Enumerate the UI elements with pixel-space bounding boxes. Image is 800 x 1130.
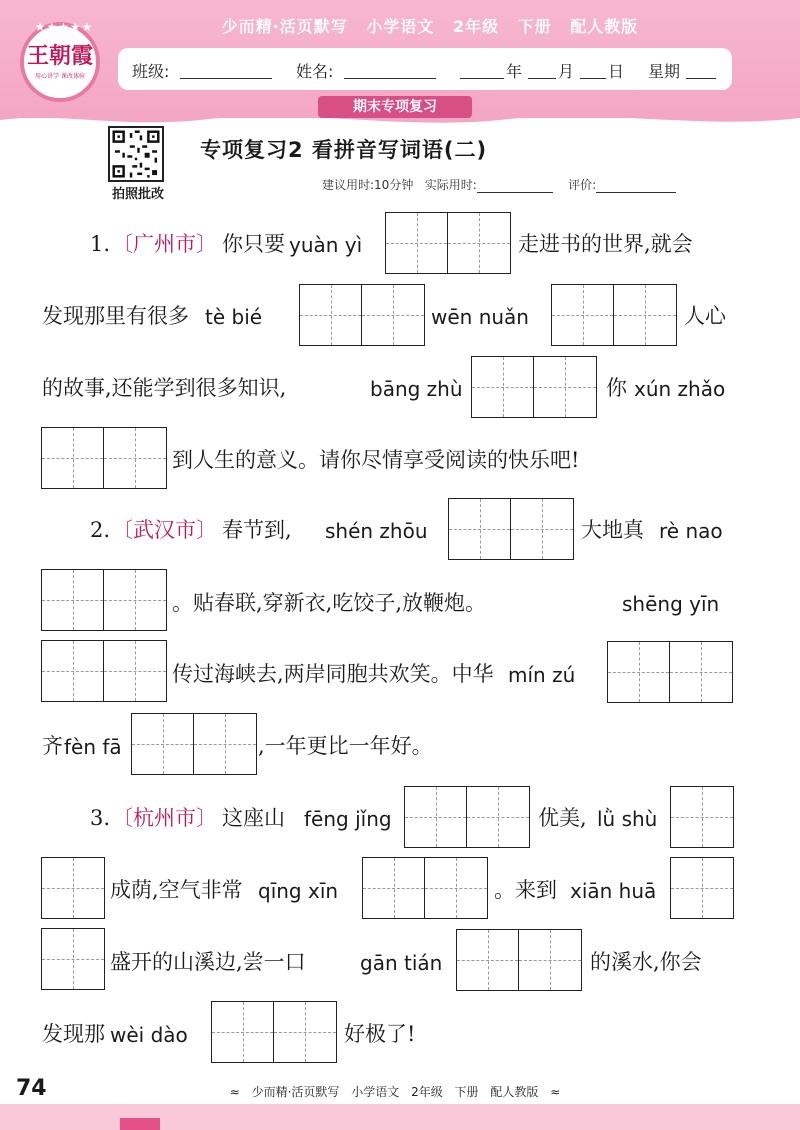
q3-pinyin-3: qīng xīn xyxy=(258,879,339,903)
q2-answer-box-2[interactable] xyxy=(41,569,167,631)
q1-pinyin-4: bāng zhù xyxy=(370,377,463,401)
footer-term: 下册 xyxy=(454,1085,479,1099)
q3-answer-box-2[interactable] xyxy=(670,786,734,848)
q1-text-6: 你 xyxy=(606,376,627,400)
q3-text-3: 成荫,空气非常 xyxy=(110,878,243,902)
footer-grade: 2年级 xyxy=(411,1085,443,1099)
q2-pinyin-1: shén zhōu xyxy=(325,519,428,543)
q1-answer-box-5[interactable] xyxy=(41,427,167,489)
year-field[interactable] xyxy=(460,78,504,79)
section-tag: 期末专项复习 xyxy=(318,96,472,118)
q1-text-3: 发现那里有很多 xyxy=(42,304,189,328)
header-title xyxy=(170,14,690,42)
q1-number: 1. xyxy=(90,232,111,256)
q2-pinyin-3: shēng yīn xyxy=(622,592,720,616)
q3-text-6: 的溪水,你会 xyxy=(590,950,702,974)
q1-city: 〔广州市〕 xyxy=(112,232,217,256)
q1-answer-box-2[interactable] xyxy=(299,284,425,346)
footer-line xyxy=(190,1083,600,1100)
header-grade: 2年级 xyxy=(452,17,500,36)
q1-answer-box-4[interactable] xyxy=(471,356,597,418)
q2-answer-box-1[interactable] xyxy=(448,498,574,560)
q3-answer-box-1[interactable] xyxy=(404,786,530,848)
q3-answer-box-5[interactable] xyxy=(670,857,734,919)
wave-icon: ≈ xyxy=(550,1085,561,1099)
rating-label: 评价: xyxy=(568,178,597,192)
suggested-time: 建议用时:10分钟 xyxy=(322,178,414,192)
q1-text-5: 的故事,还能学到很多知识, xyxy=(42,376,287,400)
q1-text-1: 你只要 xyxy=(222,232,285,256)
q3-text-5: 盛开的山溪边,尝一口 xyxy=(110,950,306,974)
brand-logo xyxy=(20,22,100,102)
timing-row xyxy=(322,176,742,193)
q2-text-5: 齐 xyxy=(42,734,63,758)
header-subject: 小学语文 xyxy=(366,17,435,36)
q1-text-2: 走进书的世界,就会 xyxy=(518,232,693,256)
header-series: 少而精·活页默写 xyxy=(221,17,348,36)
wave-icon: ≈ xyxy=(229,1085,240,1099)
q2-pinyin-2: rè nao xyxy=(659,519,723,543)
year-label: 年 xyxy=(506,62,523,81)
qr-caption: 拍照批改 xyxy=(111,187,164,202)
q3-text-7: 发现那 xyxy=(42,1022,105,1046)
q3-answer-box-3[interactable] xyxy=(41,857,105,919)
q1-pinyin-5: xún zhǎo xyxy=(634,377,726,401)
q2-text-4: 传过海峡去,两岸同胞共欢笑。中华 xyxy=(172,662,494,686)
q3-city: 〔杭州市〕 xyxy=(112,806,217,830)
logo-subtitle: 用心讲学 课改体验 xyxy=(35,72,85,80)
actual-time-field[interactable] xyxy=(477,178,553,193)
q3-answer-box-6[interactable] xyxy=(41,928,105,990)
star-icons: ★★★★★ xyxy=(34,20,94,34)
q2-text-3: 。贴春联,穿新衣,吃饺子,放鞭炮。 xyxy=(172,591,487,615)
q3-pinyin-4: xiān huā xyxy=(570,879,657,903)
q2-pinyin-4: mín zú xyxy=(508,663,576,687)
day-field[interactable] xyxy=(580,78,606,79)
q1-text-4: 人心 xyxy=(684,304,726,328)
q2-answer-box-5[interactable] xyxy=(131,713,257,775)
footer-decoration xyxy=(120,1118,160,1130)
q2-pinyin-5: fèn fā xyxy=(64,735,122,759)
actual-time-label: 实际用时: xyxy=(424,178,477,192)
logo-text: 王朝霞 xyxy=(26,42,93,69)
header-term: 下册 xyxy=(517,17,552,36)
class-label: 班级: xyxy=(132,62,170,81)
q2-text-1: 春节到, xyxy=(222,518,292,542)
q3-text-1: 这座山 xyxy=(222,806,285,830)
q2-number: 2. xyxy=(90,518,111,542)
name-field[interactable] xyxy=(344,78,436,79)
q1-text-7: 到人生的意义。请你尽情享受阅读的快乐吧! xyxy=(172,448,580,472)
q2-text-2: 大地真 xyxy=(581,518,644,542)
q3-text-4: 。来到 xyxy=(494,878,557,902)
q3-pinyin-6: wèi dào xyxy=(110,1023,188,1047)
rating-field[interactable] xyxy=(596,178,676,193)
page-title: 专项复习2 看拼音写词语(二) xyxy=(200,138,488,162)
footer-subject: 小学语文 xyxy=(351,1085,400,1099)
q1-pinyin-2: tè bié xyxy=(205,305,263,329)
name-label: 姓名: xyxy=(296,62,334,81)
weekday-label: 星期 xyxy=(648,62,681,81)
q3-number: 3. xyxy=(90,806,111,830)
q3-text-2: 优美, xyxy=(538,806,587,830)
q3-text-8: 好极了! xyxy=(344,1022,416,1046)
header-edition: 配人教版 xyxy=(570,17,639,36)
month-label: 月 xyxy=(558,62,575,81)
q1-pinyin-1: yuàn yì xyxy=(289,233,363,257)
q3-answer-box-8[interactable] xyxy=(211,1001,337,1063)
q1-pinyin-3: wēn nuǎn xyxy=(431,305,529,329)
q2-city: 〔武汉市〕 xyxy=(112,518,217,542)
day-label: 日 xyxy=(608,62,625,81)
footer-edition: 配人教版 xyxy=(490,1085,539,1099)
month-field[interactable] xyxy=(528,78,556,79)
q2-answer-box-3[interactable] xyxy=(41,640,167,702)
page-number: 74 xyxy=(16,1076,47,1101)
class-field[interactable] xyxy=(180,78,272,79)
student-info-bar xyxy=(118,48,732,90)
q2-text-6: ,一年更比一年好。 xyxy=(258,734,433,758)
footer-series: 少而精·活页默写 xyxy=(251,1085,340,1099)
q3-pinyin-1: fēng jǐng xyxy=(304,807,392,831)
q1-answer-box-1[interactable] xyxy=(385,212,511,274)
q2-answer-box-4[interactable] xyxy=(607,641,733,703)
qr-code-icon[interactable] xyxy=(108,126,164,182)
weekday-field[interactable] xyxy=(686,78,716,79)
q3-answer-box-7[interactable] xyxy=(456,929,582,991)
q3-pinyin-5: gān tián xyxy=(360,951,443,975)
q3-answer-box-4[interactable] xyxy=(362,857,488,919)
q1-answer-box-3[interactable] xyxy=(551,284,677,346)
q3-pinyin-2: lǜ shù xyxy=(597,807,658,831)
